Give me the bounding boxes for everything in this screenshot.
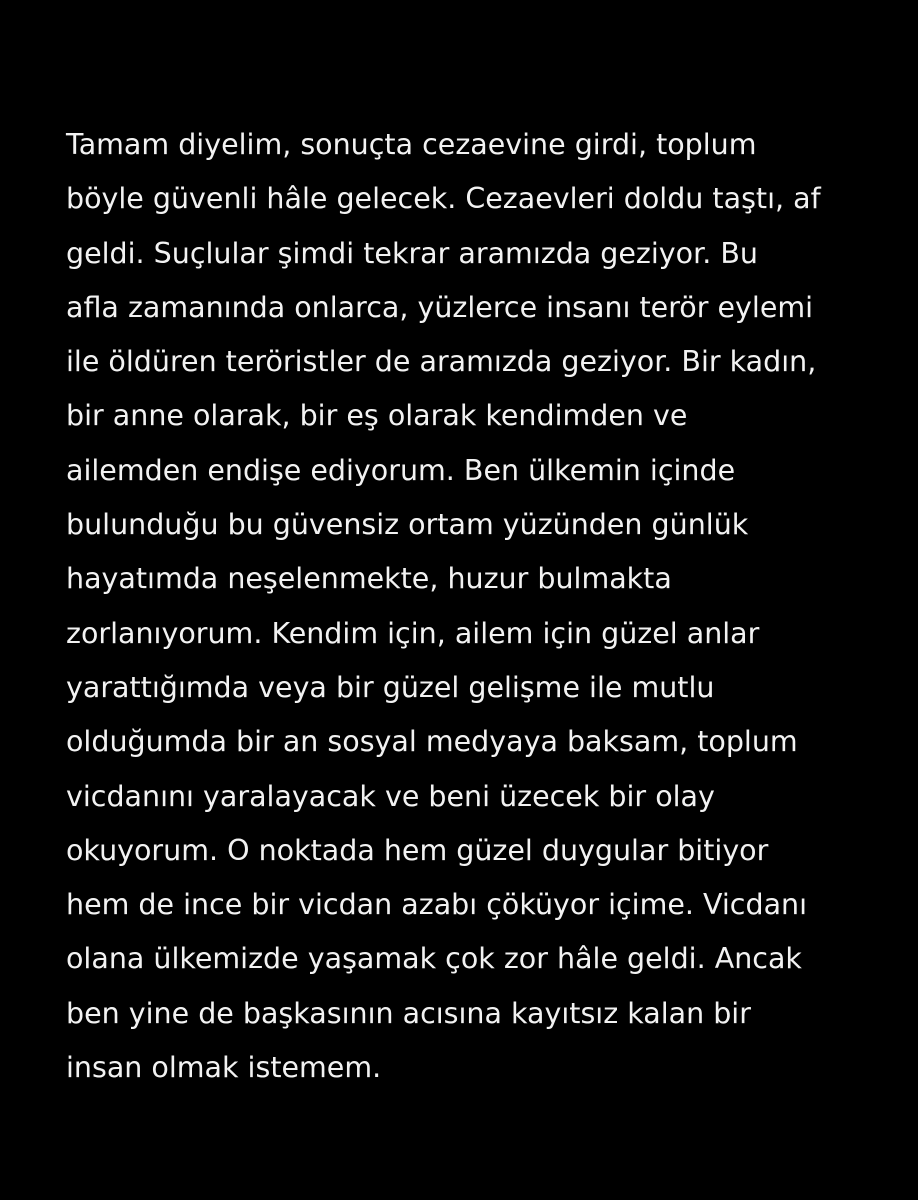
- note-line: zorlanıyorum. Kendim için, ailem için güzel anlar: [66, 616, 760, 650]
- note-line: hem de ince bir vicdan azabı çöküyor içime. Vicdanı: [66, 888, 808, 922]
- note-line: insan olmak istemem.: [66, 1051, 382, 1085]
- note-line: ben yine de başkasının acısına kayıtsız kalan bir: [66, 996, 751, 1030]
- note-line: olana ülkemizde yaşamak çok zor hâle geldi. Ancak: [66, 942, 802, 976]
- note-line: Tamam diyelim, sonuçta cezaevine girdi, toplum: [66, 128, 757, 161]
- note-line: bulunduğu bu güvensiz ortam yüzünden günlük: [66, 508, 749, 542]
- note-line: olduğumda bir an sosyal medyaya baksam, toplum: [66, 725, 798, 759]
- note-line: afla zamanında onlarca, yüzlerce insanı terör eylemi: [66, 290, 814, 324]
- note-line: vicdanını yaralayacak ve beni üzecek bir olay: [66, 779, 715, 813]
- note-line: geldi. Suçlular şimdi tekrar aramızda geziyor. Bu: [66, 236, 758, 270]
- note-line: hayatımda neşelenmekte, huzur bulmakta: [66, 562, 672, 596]
- note-line: ile öldüren teröristler de aramızda geziyor. Bir kadın,: [66, 345, 817, 379]
- note-line: bir anne olarak, bir eş olarak kendimden ve: [66, 399, 688, 433]
- note-line: böyle güvenli hâle gelecek. Cezaevleri doldu taştı, af: [66, 182, 821, 216]
- note-text-block: [66, 118, 886, 1095]
- note-line: okuyorum. O noktada hem güzel duygular bitiyor: [66, 833, 769, 867]
- note-line: ailemden endişe ediyorum. Ben ülkemin içinde: [66, 453, 736, 487]
- note-line: yarattığımda veya bir güzel gelişme ile mutlu: [66, 670, 715, 704]
